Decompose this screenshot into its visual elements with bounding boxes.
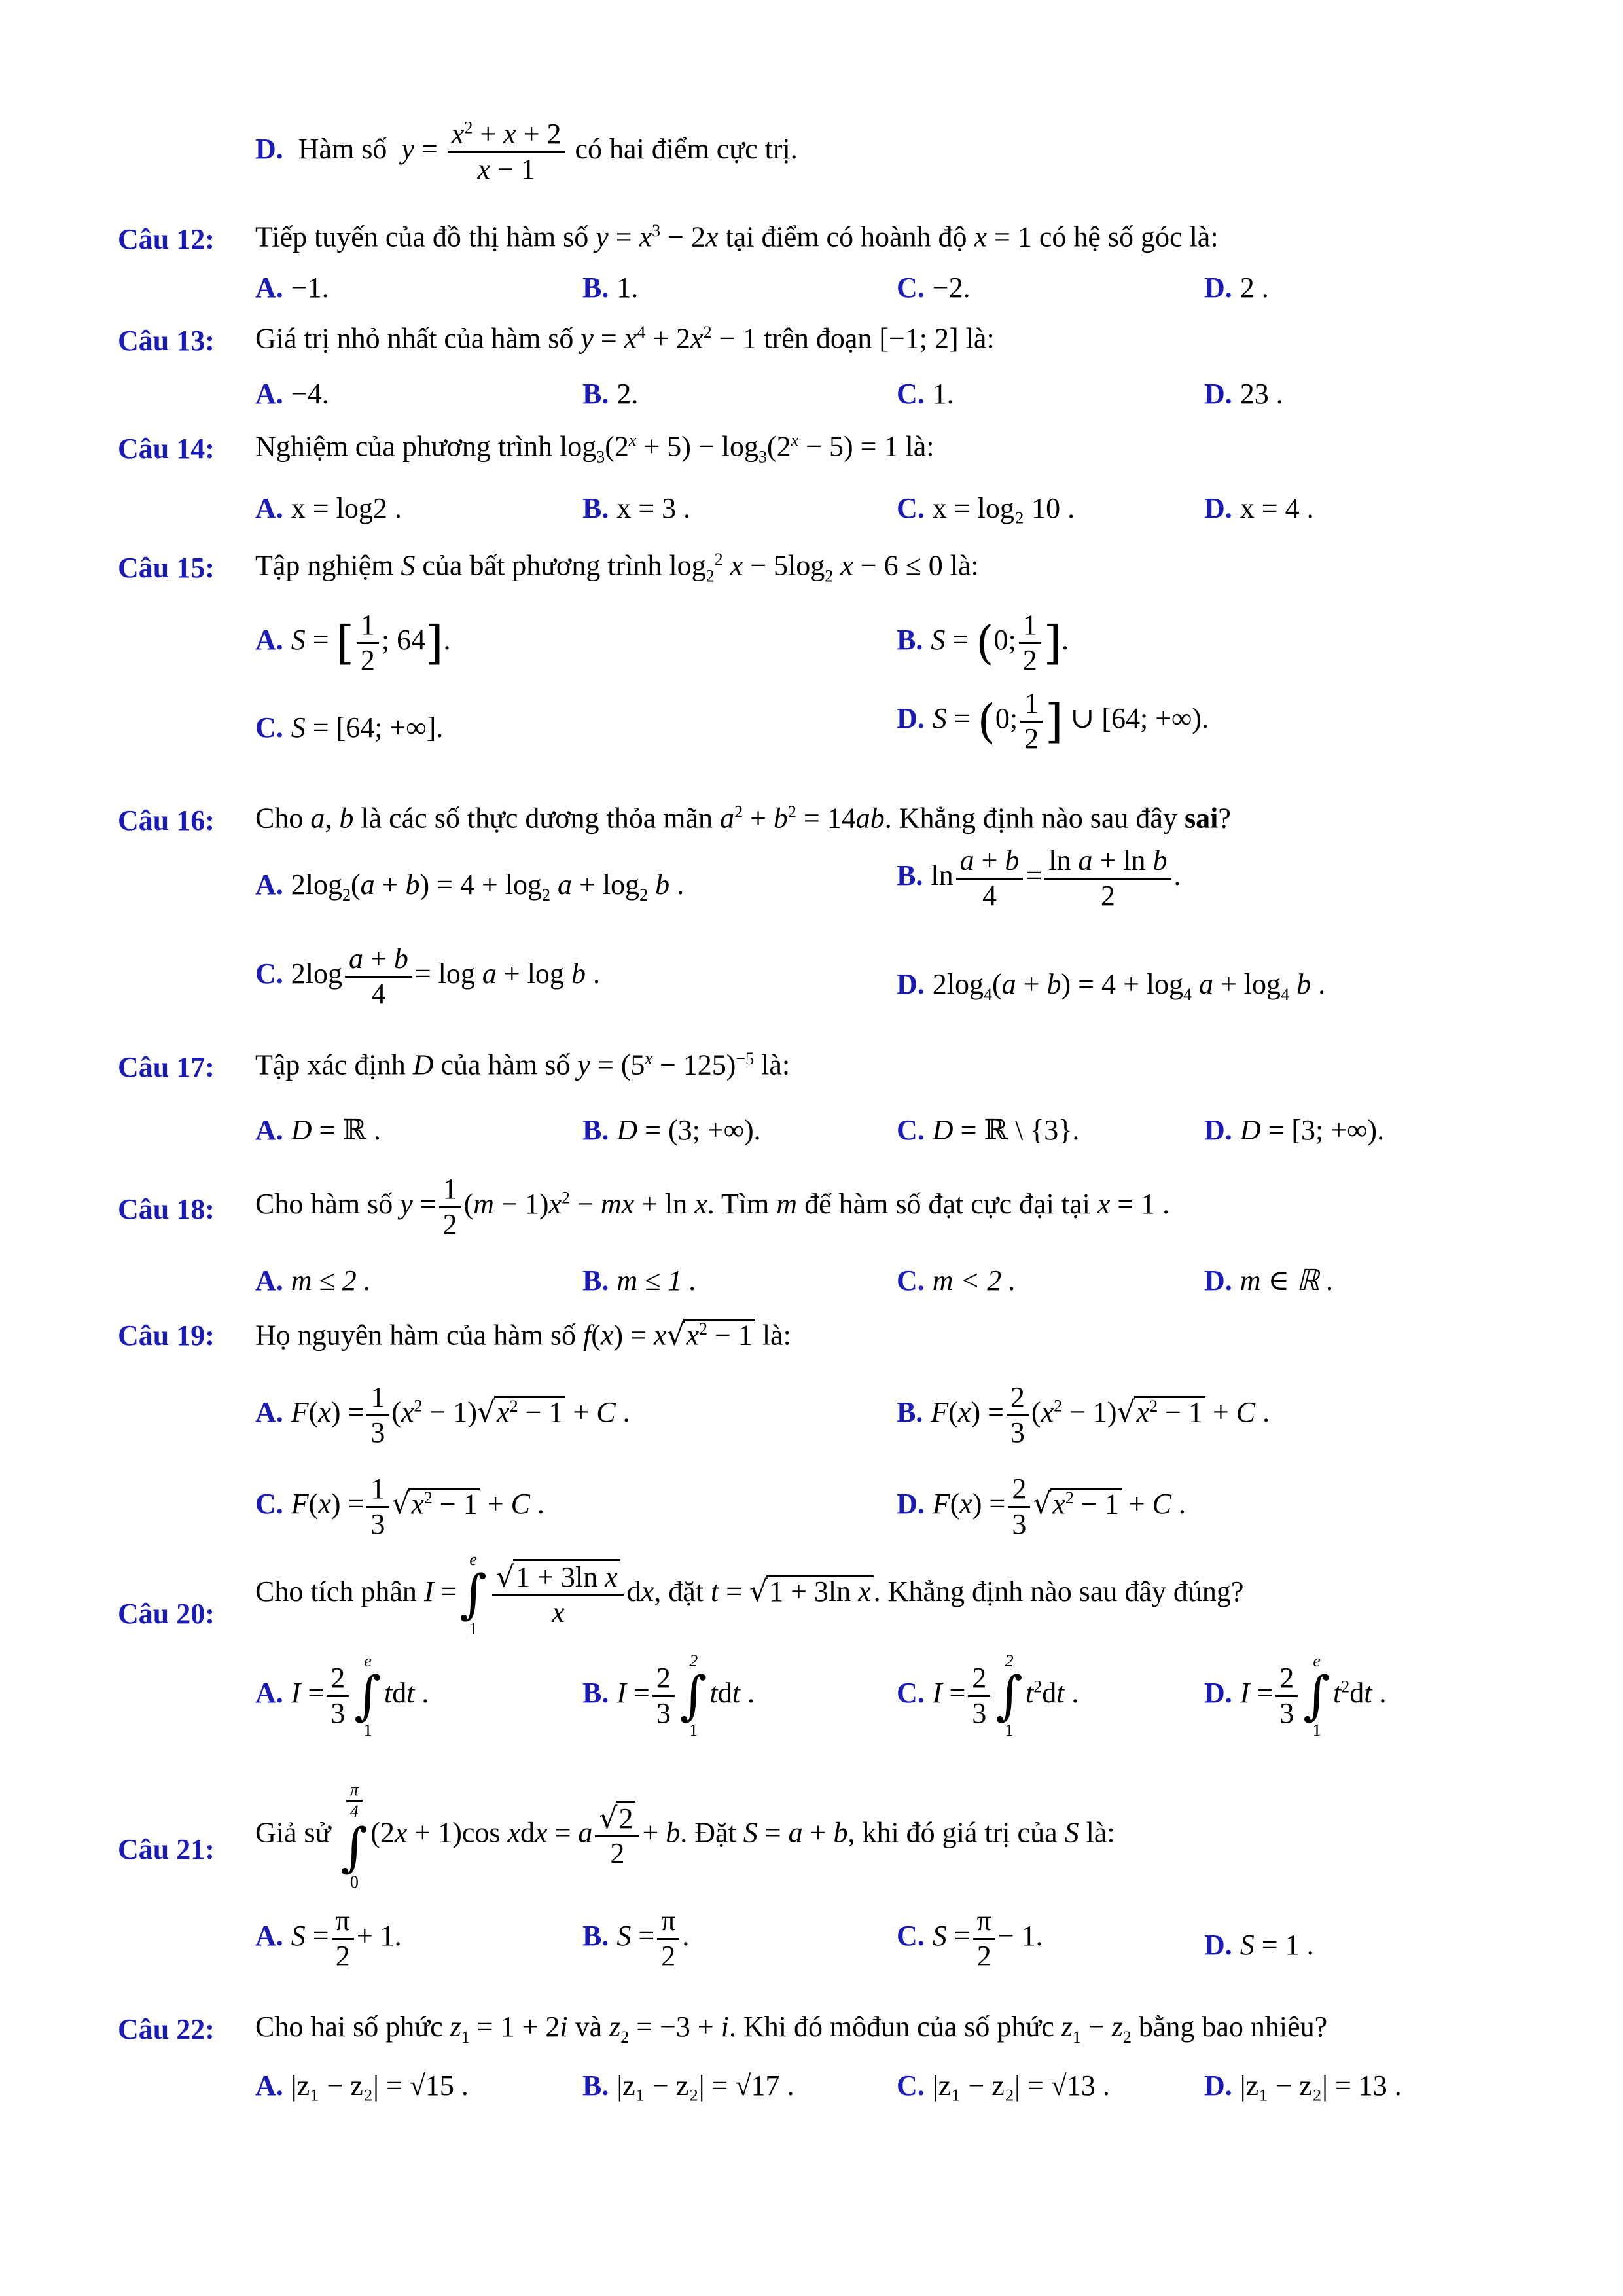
option-d[interactable]: D. 23 . (1204, 378, 1283, 410)
option-c[interactable]: C. |z₁ − z₂| = √13 . (897, 2070, 1110, 2102)
option-d[interactable]: D. F(x) = $\frac{2}{3}$ $√x^2 - 1 + C$ . (897, 1473, 1186, 1540)
question-label: Câu 13: (118, 325, 215, 357)
question-stem: Cho a, b là các số thực dương thỏa mãn $a^2 + b^2 = 14ab$. Khẳng định nào sau đây sai? (255, 802, 1231, 834)
question-stem: Giả sử $\frac{\pi}{4}$ ∫ 0 (2x + 1)cos xdx = a $\frac{√2}{2}$ + b. Đặt S = a + b, khi đó giá trị của S là: (255, 1780, 1115, 1892)
option-a[interactable]: A. m ≤ 2 . (255, 1265, 371, 1297)
question-stem: Tập nghiệm S của bất phương trình $\log_2^2 x - 5\log_2$ x − 6 ≤ 0 là: (255, 549, 979, 586)
option-a[interactable]: A. S = $\frac{\pi}{2}$ + 1. (255, 1905, 402, 1972)
option-c[interactable]: C. x = log₂ 10 . (897, 492, 1075, 524)
question-stem: Cho hai số phức $z_1 = 1 + 2i$ và $z_2 = -3 + i$. Khi đó môđun của số phức $z_1 - z_2$ bằng bao nhiêu? (255, 2011, 1328, 2047)
question-stem: Giá trị nhỏ nhất của hàm số $y = x^4 + 2x^2 - 1$ trên đoạn [−1; 2] là: (255, 322, 995, 355)
question-label: Câu 16: (118, 804, 215, 836)
option-text: có hai điểm cực trị. (575, 133, 798, 166)
option-d[interactable]: D. m ∈ ℝ . (1204, 1265, 1334, 1297)
question-label: Câu 19: (118, 1319, 215, 1352)
option-a[interactable]: A. x = log2 . (255, 492, 402, 524)
question-label: Câu 20: (118, 1598, 215, 1630)
option-c[interactable]: C. F(x) = $\frac{1}{3}$ $√x^2 - 1 + C$ . (255, 1473, 544, 1540)
option-d[interactable]: D. $2\log_4(a + b) = 4 + \log_4 a + \log_4 b$ . (897, 968, 1326, 1004)
option-a[interactable]: A. −4. (255, 378, 329, 410)
question-stem: Tiếp tuyến của đồ thị hàm số $y = x^3 - 2x$ tại điểm có hoành độ x = 1 có hệ số góc là: (255, 221, 1219, 253)
option-b[interactable]: B. |z₁ − z₂| = √17 . (582, 2070, 794, 2102)
option-b[interactable]: B. 2. (582, 378, 639, 410)
question-label: Câu 12: (118, 223, 215, 255)
option-a[interactable]: A. $2\log_2(a + b) = 4 + \log_2 a + \log_2 b$ . (255, 869, 685, 905)
option-c[interactable]: C. S = $\frac{\pi}{2}$ − 1. (897, 1905, 1043, 1972)
option-a[interactable]: A. S = [ $\frac{1}{2}$ ; 64]. (255, 609, 451, 676)
fraction: $\frac{x^2 + x + 2}{x - 1}$ (448, 118, 565, 186)
option-c[interactable]: C. D = ℝ \ {3}. (897, 1114, 1080, 1146)
option-text: Hàm số (298, 133, 387, 166)
question-stem: Nghiệm của phương trình $\log_3(2^x + 5) - \log_3(2^x - 5) = 1$ là: (255, 430, 935, 467)
option-d[interactable]: D. x = 4 . (1204, 492, 1314, 524)
option-a[interactable]: A. I = $\frac{2}{3}$ e ∫ 1 tdt . (255, 1651, 429, 1740)
question-label: Câu 22: (118, 2013, 215, 2045)
question-stem: Tập xác định D của hàm số $y = (5^x - 125)^{-5}$ là: (255, 1049, 791, 1081)
option-a[interactable]: A. F(x) = $\frac{1}{3}$ $(x^2 - 1)√x^2 - 1 + C$ . (255, 1381, 630, 1448)
option-a[interactable]: A. |z₁ − z₂| = √15 . (255, 2070, 469, 2102)
option-d[interactable]: D. 2 . (1204, 272, 1269, 304)
option-c[interactable]: C. 1. (897, 378, 954, 410)
option-b[interactable]: B. 1. (582, 272, 639, 304)
question-stem: Họ nguyên hàm của hàm số $f(x) = x√x^2 - 1$ là: (255, 1318, 791, 1352)
option-a[interactable]: A. D = ℝ . (255, 1114, 381, 1146)
option-b[interactable]: B. ln $\frac{a + b}{4}$ = $\frac{\text{ln a + ln b}}{2}$ . (897, 844, 1181, 912)
option-d[interactable]: D. |z₁ − z₂| = 13 . (1204, 2070, 1402, 2102)
option-b[interactable]: B. S = (0; $\frac{1}{2}$ ]. (897, 609, 1069, 676)
option-c[interactable]: C. m < 2 . (897, 1265, 1016, 1297)
option-b[interactable]: B. D = (3; +∞). (582, 1114, 761, 1146)
question-label: Câu 18: (118, 1193, 215, 1225)
option-a[interactable]: A. −1. (255, 272, 329, 304)
option-d[interactable]: D. S = (0; $\frac{1}{2}$ ] ∪ [64; +∞). (897, 687, 1209, 755)
option-c[interactable]: C. S = [64; +∞]. (255, 711, 444, 744)
exam-page: D. Hàm số y = $\frac{x^2 + x + 2}{x - 1}$ có hai điểm cực trị. Câu 12: Tiếp tuyến của đồ thị hàm số $y = x^3 - 2x$ tại điểm có hoành độ x = 1 có hệ số góc là: A. −1. B. 1. C. −2. D. 2 . Câu 13: Giá trị nhỏ nhất của hàm số $y = x^4 + 2x^2 - 1$ trên đoạn [−1; 2] là: A. −4. B. 2. C. 1. D. 23 . Câu 14: Nghiệm của phương trình $\log_3(2^x + 5) - \log_3(2^x - 5) = 1$ là: A. x = log2 . B. x = 3 . C. x = log₂ 10 . D. x = 4 . Câu 15: Tập nghiệm S của bất phương trình $\log_2^2 x - 5\log_2$ x − 6 ≤ 0 là: A. S = [ $\frac{1}{2}$ ; 64]. B. S = (0; $\frac{1}{2}$ ]. C. S = [64; +∞]. D. S = (0; $\frac{1}{2}$ ] ∪ [64; +∞). Câu 16: Cho a, b là các số thực dương thỏa mãn $a^2 + b^2 = 14ab$. Khẳng định nào sau đây sai? A. $2\log_2(a + b) = 4 + \log_2 a + \log_2 b$ . B. ln $\frac{a + b}{4}$ = $\frac{\text{ln a + ln b}}{2}$ . C. 2log $\frac{a + b}{4}$ = log a + log b . D. $2\log_4(a + b) = 4 + \log_4 a + \log_4 b$ . Câu 17: Tập xác định D của hàm số $y = (5^x - 125)^{-5}$ là: A. D = ℝ . B. D = (3; +∞). C. D = ℝ \ {3}. D. D = [3; +∞). Câu 18: Cho hàm số y = $\frac{1}{2}$ $(m - 1)x^2$ − mx + ln x. Tìm m để hàm số đạt cực đại tại x = 1 . A. m ≤ 2 . B. m ≤ 1 . C. m < 2 . D. m ∈ ℝ . Câu 19: Họ nguyên hàm của hàm số $f(x) = x√x^2 - 1$ là: A. F(x) = $\frac{1}{3}$ $(x^2 - 1)√x^2 - 1 + C$ . B. F(x) = $\frac{2}{3}$ $(x^2 - 1)√x^2 - 1 + C$ . C. F(x) = $\frac{1}{3}$ $√x^2 - 1 + C$ . D. F(x) = $\frac{2}{3}$ $√x^2 - 1 + C$ . Câu 20: Cho tích phân I = e ∫ 1 $\frac{\text{√1 + 3ln x}}{x}$ dx, đặt t = √1 + 3ln x. Khẳng định nào sau đây đúng? A. I = $\frac{2}{3}$ e ∫ 1 tdt . B. I = $\frac{2}{3}$ 2 ∫ 1 tdt . C. I = $\frac{2}{3}$ 2 ∫ 1 $t^2dt$ . D. I = $\frac{2}{3}$ e ∫ 1 $t^2dt$ . Câu 21: Giả sử $\frac{\pi}{4}$ ∫ 0 (2x + 1)cos xdx = a $\frac{√2}{2}$ + b. Đặt S = a + b, khi đó giá trị của S là: A. S = $\frac{\pi}{2}$ + 1. B. S = $\frac{\pi}{2}$ . C. S = $\frac{\pi}{2}$ − 1. D. S = 1 . Câu 22: Cho hai số phức $z_1 = 1 + 2i$ và $z_2 = -3 + i$. Khi đó môđun của số phức $z_1 - z_2$ bằng bao nhiêu? A. |z₁ − z₂| = √15 . B. |z₁ − z₂| = √17 . C. |z₁ − z₂| = √13 . D. |z₁ − z₂| = 13 . (118, 118, 1402, 2102)
question-label: Câu 21: (118, 1833, 215, 1865)
option-b[interactable]: B. m ≤ 1 . (582, 1265, 697, 1297)
question-label: Câu 14: (118, 433, 215, 465)
option-d[interactable]: D. I = $\frac{2}{3}$ e ∫ 1 $t^2dt$ . (1204, 1651, 1387, 1740)
question-stem: Cho tích phân I = e ∫ 1 $\frac{\text{√1 + 3ln x}}{x}$ dx, đặt t = √1 + 3ln x. Khẳng định nào sau đây đúng? (255, 1550, 1244, 1638)
question-stem: Cho hàm số y = $\frac{1}{2}$ $(m - 1)x^2$ − mx + ln x. Tìm m để hàm số đạt cực đại tại x = 1 . (255, 1173, 1170, 1240)
option-c[interactable]: C. 2log $\frac{a + b}{4}$ = log a + log b . (255, 942, 600, 1010)
option-b[interactable]: B. F(x) = $\frac{2}{3}$ $(x^2 - 1)√x^2 - 1 + C$ . (897, 1381, 1270, 1448)
option-b[interactable]: B. I = $\frac{2}{3}$ 2 ∫ 1 tdt . (582, 1651, 755, 1740)
option-d[interactable]: D. D = [3; +∞). (1204, 1114, 1385, 1146)
option-b[interactable]: B. S = $\frac{\pi}{2}$ . (582, 1905, 690, 1972)
option-c[interactable]: C. I = $\frac{2}{3}$ 2 ∫ 1 $t^2dt$ . (897, 1651, 1079, 1740)
option-b[interactable]: B. x = 3 . (582, 492, 691, 524)
option-d[interactable]: D. S = 1 . (1204, 1929, 1314, 1961)
question-label: Câu 15: (118, 552, 215, 584)
option-letter: D. (255, 133, 283, 166)
question-label: Câu 17: (118, 1051, 215, 1083)
option-c[interactable]: C. −2. (897, 272, 971, 304)
